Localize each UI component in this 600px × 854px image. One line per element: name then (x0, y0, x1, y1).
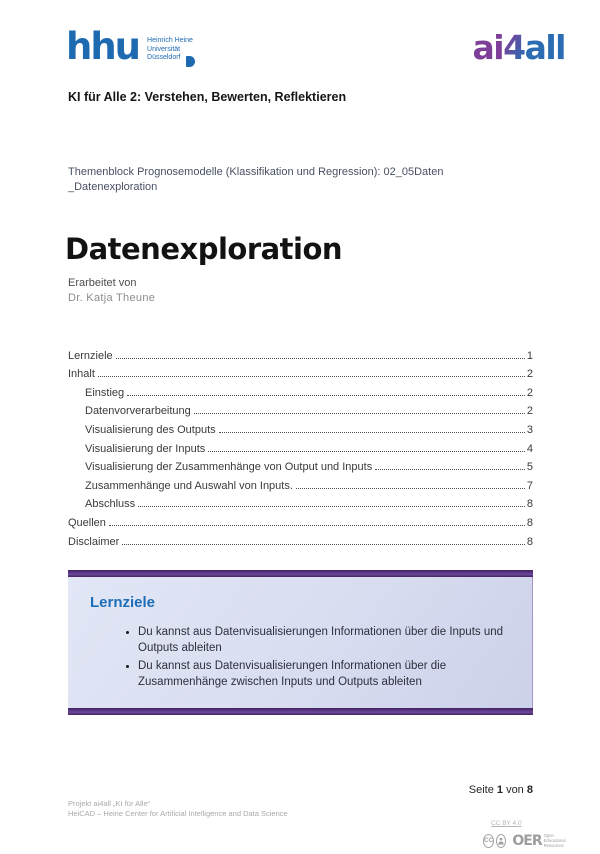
toc-leader-dots (138, 506, 525, 507)
toc-entry-abschluss[interactable]: Abschluss 8 (85, 498, 533, 511)
lernziele-box-body (68, 577, 533, 708)
toc-page-number: 8 (526, 516, 533, 529)
toc-entry-inhalt[interactable]: Inhalt 2 (68, 368, 533, 381)
author-block (68, 276, 155, 305)
cc-icon: CC (483, 834, 494, 848)
hhu-subtext-row (147, 54, 194, 63)
hhu-subtext-line: Universität (147, 45, 181, 53)
cc-by-person-icon (496, 834, 506, 848)
toc-entry-einstieg[interactable]: Einstieg 2 (85, 386, 533, 399)
lernziele-box (68, 570, 533, 715)
lernziele-bullet: • Du kannst aus Datenvisualisierungen Informationen über die Inputs und Outputs ableiten (138, 625, 508, 656)
toc-entry-datenvorverarbeitung[interactable]: Datenvorverarbeitung 2 (85, 405, 533, 418)
toc-entry-lernziele[interactable]: Lernziele 1 (68, 349, 533, 362)
cc-by-license-link[interactable]: CC BY 4.0 (491, 820, 522, 827)
oer-logo (512, 833, 565, 848)
license-icons-row (483, 833, 565, 848)
toc-leader-dots (127, 395, 525, 396)
total-page-number: 8 (526, 784, 533, 796)
ai4all-logo-ai: ai (472, 28, 504, 67)
toc-page-number: 4 (526, 442, 533, 455)
lernziele-box-bottom-bar (68, 708, 533, 715)
toc-leader-dots (122, 544, 525, 545)
footer-project-info (68, 799, 288, 819)
author-name: Dr. Katja Theune (68, 291, 156, 304)
current-page-number: 1 (496, 784, 503, 796)
table-of-contents (68, 343, 533, 548)
footer-heicad-line: HeiCAD – Heine Center for Artificial Intelligence and Data Science (68, 809, 288, 818)
page-header (66, 25, 565, 68)
toc-page-number: 1 (526, 349, 533, 362)
oer-letters: OER (512, 832, 542, 849)
page-number-indicator: Seite 1 von 8 (468, 784, 533, 796)
toc-leader-dots (375, 469, 525, 470)
lernziele-box-top-bar (68, 570, 533, 577)
lernziele-bullet-list (90, 625, 508, 690)
hhu-wordmark: hhu (66, 25, 140, 68)
ai4all-logo-4: 4 (503, 28, 525, 67)
toc-page-number: 2 (526, 405, 533, 418)
lernziele-heading: Lernziele (90, 594, 156, 611)
hhu-logo-subtext (147, 30, 194, 63)
lernziele-bullet: • Du kannst aus Datenvisualisierungen Informationen über die Zusammenhänge zwischen Inputs und Outputs ableiten (138, 659, 508, 690)
page-title: Datenexploration (65, 232, 343, 267)
toc-entry-visualisierung-inputs[interactable]: Visualisierung der Inputs 4 (85, 442, 533, 455)
license-block (483, 812, 565, 848)
toc-entry-visualisierung-outputs[interactable]: Visualisierung des Outputs 3 (85, 423, 533, 436)
hhu-subtext-line: Düsseldorf (147, 54, 181, 61)
ai4all-logo-all: all (524, 28, 565, 67)
toc-page-number: 5 (526, 461, 533, 474)
toc-entry-zusammenhaenge-auswahl[interactable]: Zusammenhänge und Auswahl von Inputs. 7 (85, 479, 533, 492)
toc-leader-dots (219, 432, 525, 433)
hhu-logo (66, 25, 195, 68)
toc-page-number: 2 (526, 368, 533, 381)
oer-logo-text: Open Educational Resources (543, 833, 566, 848)
footer-project-line: Projekt ai4all „KI für Alle“ (68, 799, 151, 808)
hhu-d-mark-icon (186, 56, 195, 67)
author-label: Erarbeitet von (68, 277, 137, 289)
toc-page-number: 8 (526, 498, 533, 511)
toc-leader-dots (194, 413, 525, 414)
toc-leader-dots (296, 488, 525, 489)
course-title: KI für Alle 2: Verstehen, Bewerten, Reflektieren (68, 90, 347, 104)
toc-page-number: 3 (526, 423, 533, 436)
toc-leader-dots (98, 376, 525, 377)
theme-block-line: Themenblock Prognosemodelle (Klassifikation und Regression): 02_05Daten _Datenexploration (68, 166, 444, 193)
toc-entry-disclaimer[interactable]: Disclaimer 8 (68, 535, 533, 548)
toc-entry-quellen[interactable]: Quellen 8 (68, 516, 533, 529)
toc-page-number: 7 (526, 479, 533, 492)
toc-page-number: 2 (526, 386, 533, 399)
toc-leader-dots (109, 525, 525, 526)
toc-leader-dots (208, 451, 525, 452)
toc-page-number: 8 (526, 535, 533, 548)
hhu-subtext-line: Heinrich Heine (147, 37, 193, 44)
toc-leader-dots (116, 358, 525, 359)
ai4all-logo (472, 28, 565, 67)
toc-entry-zusammenhaenge-output-inputs[interactable]: Visualisierung der Zusammenhänge von Output und Inputs 5 (85, 461, 533, 474)
